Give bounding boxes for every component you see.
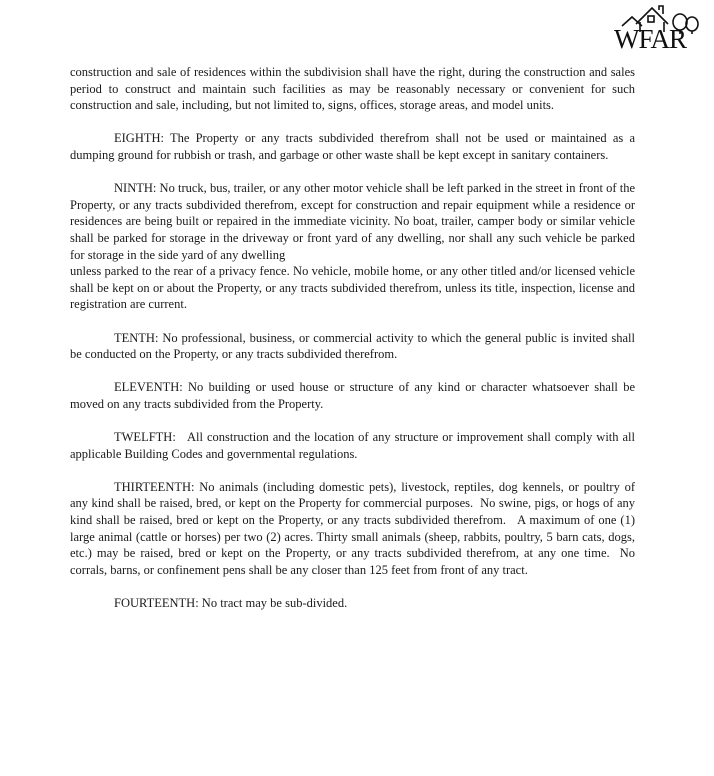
- logo-text: WFAR: [614, 24, 687, 54]
- paragraph-eighth: EIGHTH: The Property or any tracts subdivided therefrom shall not be used or maintained as a dumping ground for rubbish or trash, and garbage or other waste shall be kept except in sanitary containers.: [70, 131, 635, 162]
- wfar-logo: [612, 2, 712, 54]
- paragraph-continuation: construction and sale of residences within the subdivision shall have the right, during the construction and sales period to construct and maintain such facilities as may be reasonably necessary or convenient for such construction and sale, including, but not limited to, signs, offices, storage areas, and model units.: [70, 65, 635, 113]
- document-page: [70, 64, 639, 628]
- paragraph-twelfth: TWELFTH: All construction and the location of any structure or improvement shall comply with all applicable Building Codes and governmental regulations.: [70, 430, 639, 461]
- paragraph-thirteenth: THIRTEENTH: No animals (including domestic pets), livestock, reptiles, dog kennels, or poultry of any kind shall be raised, bred, or kept on the Property for commercial purposes. No swine, pigs, or hogs of any kind shall be raised, bred or kept on the Property, or any tracts subdivided therefrom. A maximum of one (1) large animal (cattle or horses) per two (2) acres. Thirty small animals (sheep, rabbits, poultry, 5 barn cats, dogs, etc.) may be raised, bred or kept on the Property, or any tracts subdivided therefrom, at any one time. No corrals, barns, or confinement pens shall be any closer than 125 feet from front of any tract.: [70, 479, 639, 577]
- paragraph-ninth-part-a: NINTH: No truck, bus, trailer, or any other motor vehicle shall be left parked in the street in front of the Property, or any tracts subdivided therefrom, except for construction and repair equipment while a residence or residences are being built or repaired in the immediate vicinity. No boat, trailer, camper body or similar vehicle shall be parked for storage in the driveway or front yard of any dwelling, nor shall any such vehicle be parked for storage in the side yard of any dwelling: [70, 181, 635, 262]
- paragraph-fourteenth: FOURTEENTH: No tract may be sub-divided.: [114, 596, 348, 610]
- paragraph-eleventh: ELEVENTH: No building or used house or structure of any kind or character whatsoever shall be moved on any tracts subdivided from the Property.: [70, 380, 635, 411]
- paragraph-ninth: [70, 180, 635, 313]
- paragraph-ninth-part-b: unless parked to the rear of a privacy fence. No vehicle, mobile home, or any other titled and/or licensed vehicle shall be kept on or about the Property, or any tracts subdivided therefrom, unless its title, inspection, license and registration are current.: [70, 264, 635, 312]
- paragraph-tenth: TENTH: No professional, business, or commercial activity to which the general public is invited shall be conducted on the Property, or any tracts subdivided therefrom.: [70, 330, 635, 362]
